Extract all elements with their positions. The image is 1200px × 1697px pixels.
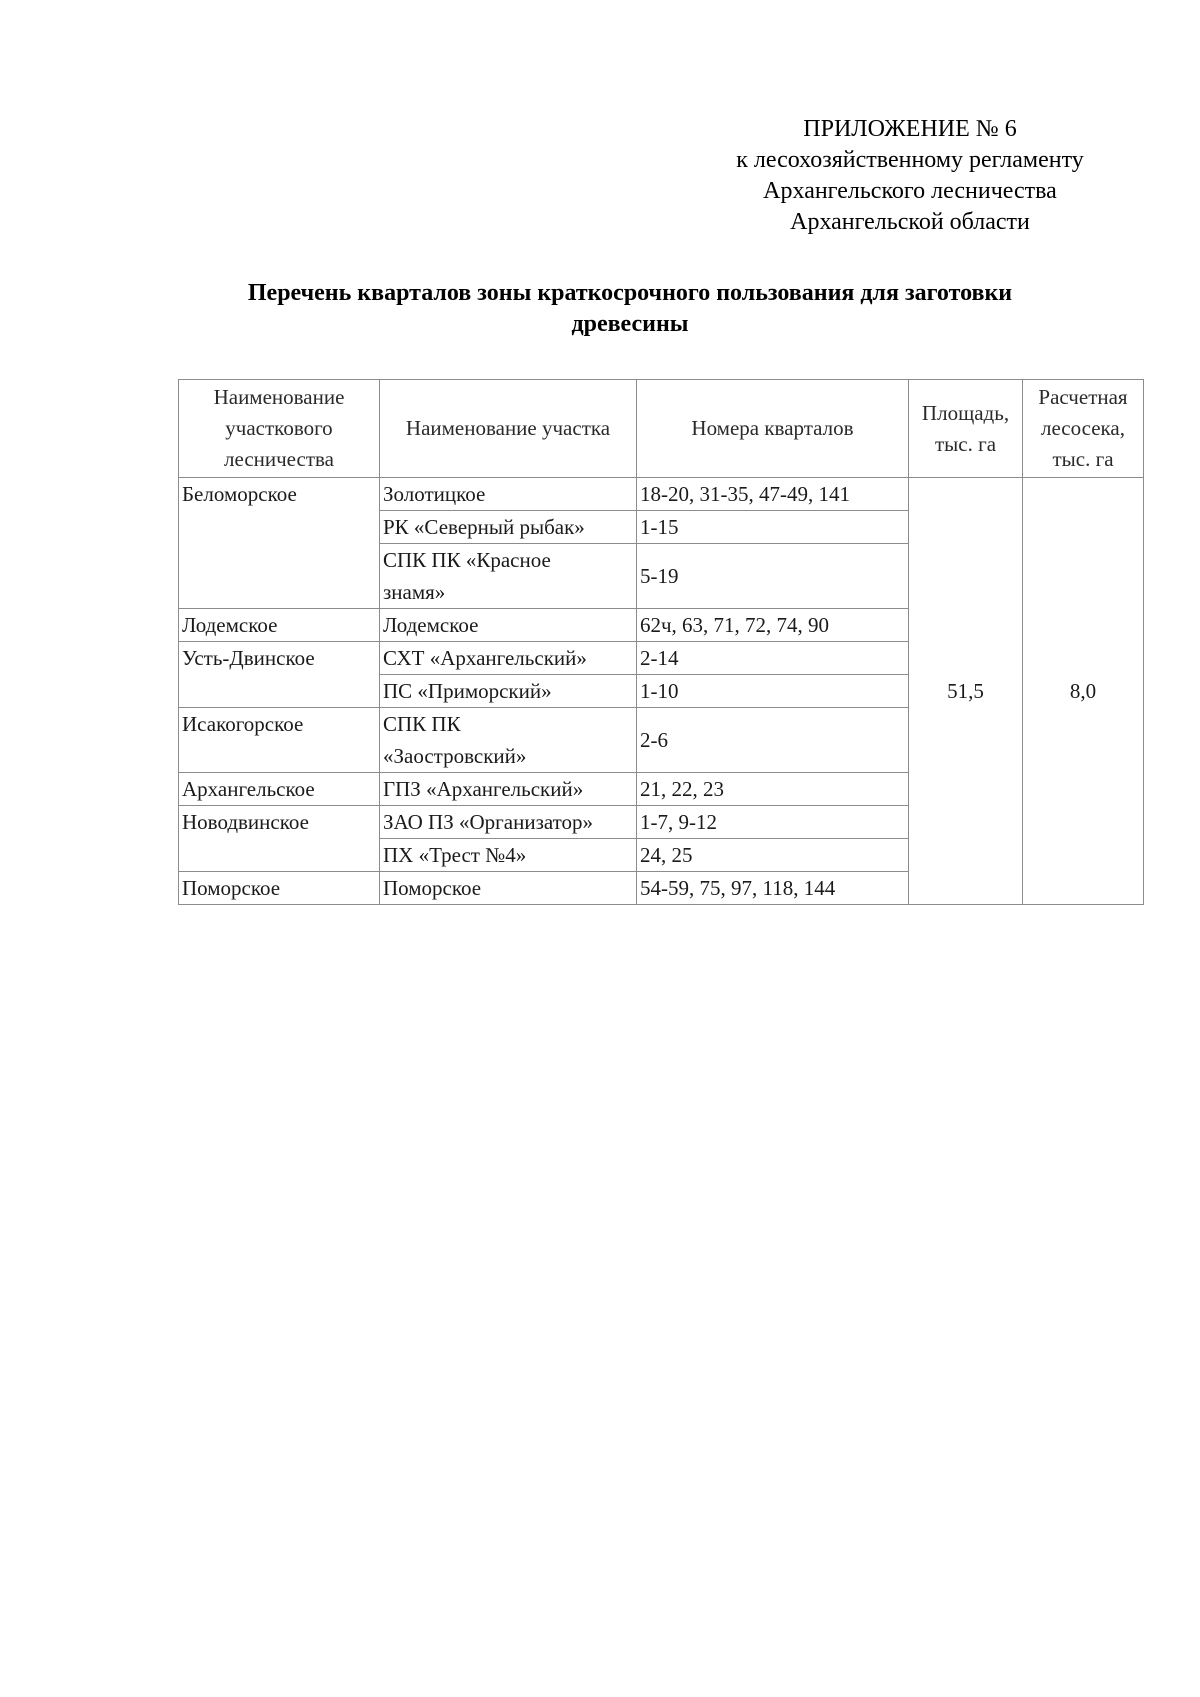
quarters-cell: 1-10 [637,675,909,708]
forestry-cell: Беломорское [179,478,380,609]
forestry-cell: Лодемское [179,609,380,642]
site-cell: ПС «Приморский» [380,675,637,708]
header-site: Наименование участка [380,380,637,478]
header-quarters: Номера кварталов [637,380,909,478]
cut-total-cell: 8,0 [1023,478,1144,905]
site-cell-line2: знамя» [383,580,446,604]
quarters-cell: 1-15 [637,511,909,544]
appendix-forestry: Архангельского лесничества [763,178,1057,204]
area-total-cell: 51,5 [909,478,1023,905]
document-title-line1: Перечень кварталов зоны краткосрочного пользования для заготовки [247,280,1013,306]
header-forestry-line1: Наименование [213,385,345,409]
quarters-cell: 62ч, 63, 71, 72, 74, 90 [637,609,909,642]
forestry-cell: Новодвинское [179,806,380,872]
header-cut-line3: тыс. га [1052,447,1114,471]
quarters-cell: 24, 25 [637,839,909,872]
quarters-cell: 54-59, 75, 97, 118, 144 [637,872,909,905]
quarters-cell: 1-7, 9-12 [637,806,909,839]
site-cell: Золотицкое [380,478,637,511]
quarters-cell: 2-6 [637,708,909,773]
site-cell [380,544,637,609]
table-header-row [179,380,1144,478]
site-cell: Поморское [380,872,637,905]
header-cut-line1: Расчетная [1038,385,1128,409]
header-forestry-line2: участкового [225,416,333,440]
header-area-line2: тыс. га [934,431,997,456]
site-cell [380,708,637,773]
site-cell: ЗАО ПЗ «Организатор» [380,806,637,839]
forestry-cell: Поморское [179,872,380,905]
appendix-region: Архангельской области [790,209,1030,235]
site-cell-line2: «Заостровский» [383,744,527,768]
site-cell: ПХ «Трест №4» [380,839,637,872]
document-title-line2: древесины [571,311,689,337]
site-cell: ГПЗ «Архангельский» [380,773,637,806]
appendix-reference: к лесохозяйственному регламенту [736,147,1084,173]
site-cell: СХТ «Архангельский» [380,642,637,675]
site-cell-line1: СПК ПК «Красное [383,548,551,572]
header-forestry [179,380,380,478]
header-forestry-line3: лесничества [224,447,334,471]
quarters-table-container [178,379,1143,905]
header-cut-line2: лесосека, [1040,416,1126,440]
quarters-cell: 18-20, 31-35, 47-49, 141 [637,478,909,511]
header-cut [1023,380,1144,478]
site-cell: РК «Северный рыбак» [380,511,637,544]
quarters-cell: 5-19 [637,544,909,609]
quarters-table [178,379,1144,905]
site-cell: Лодемское [380,609,637,642]
forestry-cell: Архангельское [179,773,380,806]
site-cell-line1: СПК ПК [383,712,461,736]
table-row [179,478,1144,511]
forestry-cell: Усть-Двинское [179,642,380,708]
quarters-cell: 2-14 [637,642,909,675]
header-area-line1: Площадь, [921,400,1010,425]
header-area [909,380,1023,478]
forestry-cell: Исакогорское [179,708,380,773]
appendix-number: ПРИЛОЖЕНИЕ № 6 [803,116,1017,142]
quarters-cell: 21, 22, 23 [637,773,909,806]
appendix-header [700,114,1120,238]
document-title [150,278,1110,340]
